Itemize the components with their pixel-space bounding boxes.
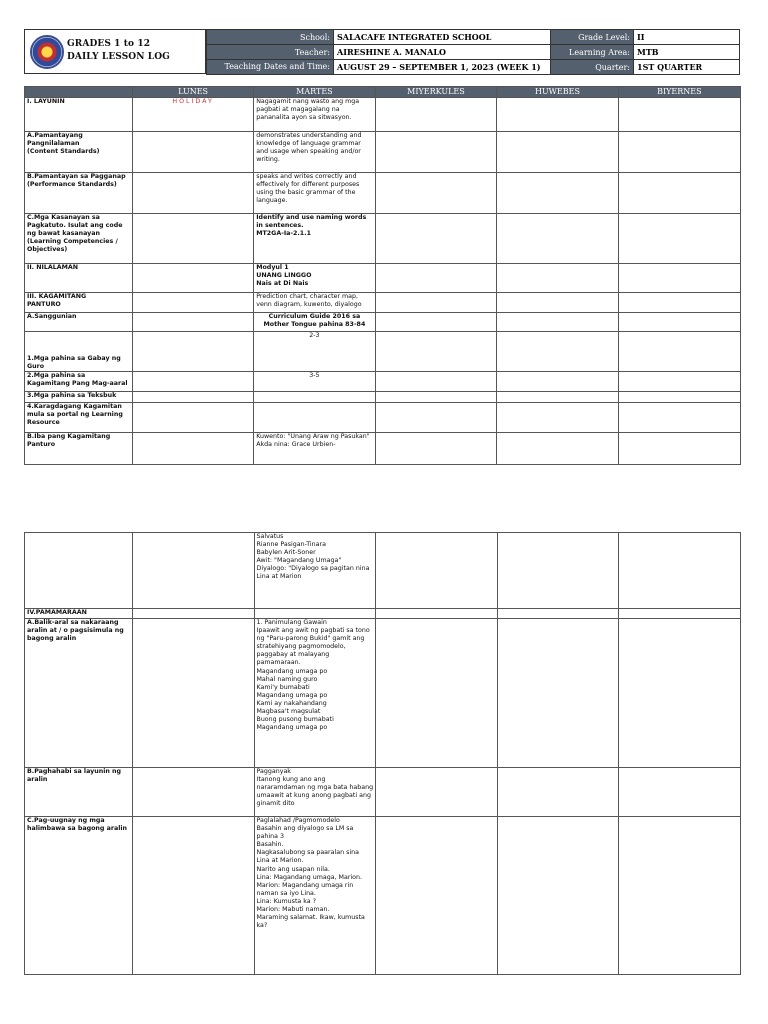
table-row	[25, 433, 741, 465]
dates-value: AUGUST 29 – SEPTEMBER 1, 2023 (WEEK 1)	[334, 60, 551, 75]
row-label-teksbuk: 3.Mga pahina sa Teksbuk	[25, 392, 133, 403]
grade-value: II	[634, 30, 740, 45]
table-row	[25, 132, 741, 173]
holiday-note: HOLIDAY	[132, 98, 253, 132]
table-row	[25, 619, 741, 768]
lesson-table-part-2	[24, 532, 741, 975]
table-row	[25, 332, 741, 372]
cell-martes-paguugnay: Paglalahad /Pagmomodelo Basahin ang diyalogo sa LM sa pahina 3 Basahin. Nagkasalubong sa paaralan sina Lina at Marion. Narito ang usapan nila. Lina: Magandang umaga, Marion. Marion: Magandang umaga rin naman sa iyo Lina. Lina: Kumusta ka ? Marion: Mabuti naman. Maraming salamat. Ikaw, kumusta ka?	[254, 817, 376, 975]
row-label-paghahabi: B.Paghahabi sa layunin ng aralin	[25, 768, 133, 817]
dates-label: Teaching Dates and Time:	[207, 60, 334, 75]
cell-martes-nilalaman: Modyul 1 UNANG LINGGO Nais at Di Nais	[254, 264, 375, 293]
teacher-label: Teacher:	[207, 45, 334, 60]
cell-martes-iba-continued: Salvatus Rianne Pasigan-Tinara Babylen Arit-Soner Awit: "Magandang Umaga" Diyalogo: "Diyalogo sa pagitan nina Lina at Marion	[254, 533, 376, 609]
cell-martes-iba: Kuwento: "Unang Araw ng Pasukan" Akda nina: Grace Urbien-	[254, 433, 375, 465]
title-box	[24, 29, 206, 74]
table-row	[25, 214, 741, 264]
quarter-label: Quarter:	[551, 60, 634, 75]
col-lunes: LUNES	[132, 87, 253, 98]
table-row	[25, 533, 741, 609]
cell-martes-content: demonstrates understanding and knowledge of language grammar and usage when speaking and/or writing.	[254, 132, 375, 173]
table-row	[25, 98, 741, 132]
cell-martes-paghahabi: Pagganyak Itanong kung ano ang nararamdaman ng mga bata habang umaawit at kung anong pagbati ang ginamit dito	[254, 768, 376, 817]
cell-martes-gabay: 2-3	[254, 332, 375, 372]
row-label-magaaral: 2.Mga pahina sa Kagamitang Pang Mag-aaral	[25, 372, 133, 392]
cell-martes-layunin: Nagagamit nang wasto ang mga pagbati at magagalang na pananalita ayon sa sitwasyon.	[254, 98, 375, 132]
row-label-sanggunian: A.Sanggunian	[25, 313, 133, 332]
lesson-log-header	[24, 29, 740, 75]
table-row	[25, 264, 741, 293]
col-martes: MARTES	[254, 87, 375, 98]
cell-martes-sanggunian: Curriculum Guide 2016 sa Mother Tongue pahina 83-84	[254, 313, 375, 332]
col-miyerkules: MIYERKULES	[375, 87, 497, 98]
table-row	[25, 293, 741, 313]
table-row	[25, 768, 741, 817]
row-label-nilalaman: II. NILALAMAN	[25, 264, 133, 293]
teacher-value: AIRESHINE A. MANALO	[334, 45, 551, 60]
cell-martes-performance: speaks and writes correctly and effectively for different purposes using the basic grammar of the language.	[254, 173, 375, 214]
row-label-performance-standards: B.Pamantayan sa Pagganap (Performance Standards)	[25, 173, 133, 214]
cell-martes-balik-aral: 1. Panimulang Gawain Ipaawit ang awit ng pagbati sa tono ng "Paru-parong Bukid" gamit ang stratehiyang pagmomodelo, paggabay at malayang pamamaraan. Magandang umaga po Mahal naming guro Kami'y bumabati Magandang umaga po Kami ay nakahandang Magbasa't magsulat Buong pusong bumabati Magandang umaga po	[254, 619, 376, 768]
table-row	[25, 313, 741, 332]
row-label-competencies: C.Mga Kasanayan sa Pagkatuto. Isulat ang code ng bawat kasanayan (Learning Competencies / Objectives)	[25, 214, 133, 264]
cell-martes-magaaral: 3-5	[254, 372, 375, 392]
school-label: School:	[207, 30, 334, 45]
row-label-layunin: I. LAYUNIN	[25, 98, 133, 132]
row-label-pamamaraan: IV.PAMAMARAAN	[25, 609, 133, 619]
row-label-gabay: 1.Mga pahina sa Gabay ng Guro	[25, 332, 133, 372]
quarter-value: 1ST QUARTER	[634, 60, 740, 75]
table-row	[25, 372, 741, 392]
cell-martes-competencies: Identify and use naming words in sentences. MT2GA-Ia-2.1.1	[254, 214, 375, 264]
deped-seal-icon	[30, 35, 64, 69]
area-value: MTB	[634, 45, 740, 60]
area-label: Learning Area:	[551, 45, 634, 60]
row-label-balik-aral: A.Balik-aral sa nakaraang aralin at / o pagsisimula ng bagong aralin	[25, 619, 133, 768]
row-label-content-standards: A.Pamantayang Pangnilalaman (Content Standards)	[25, 132, 133, 173]
cell-martes-kagamitan: Prediction chart, character map, venn diagram, kuwento, diyalogo	[254, 293, 375, 313]
table-row	[25, 609, 741, 619]
table-row	[25, 403, 741, 433]
col-huwebes: HUWEBES	[497, 87, 618, 98]
title-line-2: DAILY LESSON LOG	[67, 52, 170, 62]
empty-header-cell	[25, 87, 133, 98]
table-row	[25, 392, 741, 403]
row-label-karagdagan: 4.Karagdagang Kagamitan mula sa portal ng Learning Resource	[25, 403, 133, 433]
table-header-row	[25, 87, 741, 98]
row-label-iba-pang-kagamitan: B.Iba pang Kagamitang Panturo	[25, 433, 133, 465]
grade-label: Grade Level:	[551, 30, 634, 45]
lesson-table-part-1	[24, 86, 741, 465]
row-label-paguugnay: C.Pag-uugnay ng mga halimbawa sa bagong aralin	[25, 817, 133, 975]
row-label-kagamitan: III. KAGAMITANG PANTURO	[25, 293, 133, 313]
col-biyernes: BIYERNES	[618, 87, 740, 98]
title-line-1: GRADES 1 to 12	[67, 39, 151, 49]
info-grid	[206, 29, 740, 75]
school-value: SALACAFE INTEGRATED SCHOOL	[334, 30, 551, 45]
table-row	[25, 173, 741, 214]
table-row	[25, 817, 741, 975]
